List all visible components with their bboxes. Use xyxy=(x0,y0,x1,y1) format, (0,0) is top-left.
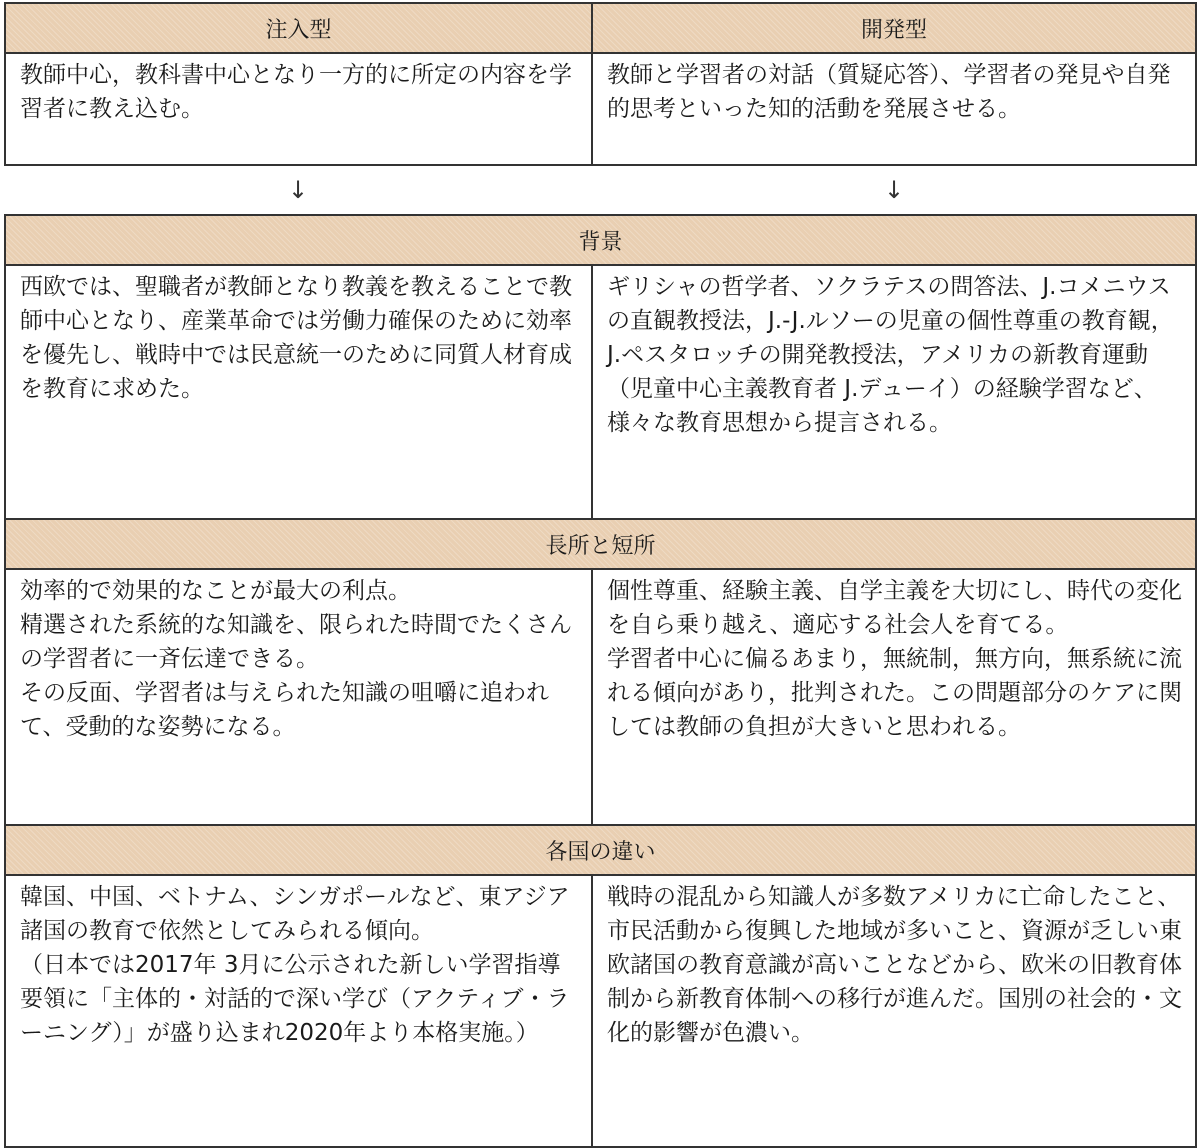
country-differences-development-text: 戦時の混乱から知識人が多数アメリカに亡命したこと、市民活動から復興した地域が多いこと、資源が乏しい東欧諸国の教育意識が高いことなどから、欧米の旧教育体制から新教育体制への移行が進んだ。国別の社会的・文化的影響が色濃い。 xyxy=(607,884,1182,1046)
pros-cons-development xyxy=(592,569,1196,825)
country-differences-development xyxy=(592,875,1196,1147)
pros-cons-injection-line-1: 効率的で効果的なことが最大の利点。 xyxy=(20,578,411,604)
pros-cons-development-line-1: 個性尊重、経験主義、自学主義を大切にし、時代の変化を自ら乗り越え、適応する社会人を育てる。 xyxy=(607,578,1182,638)
country-differences-injection-line-1: 韓国、中国、ベトナム、シンガポールなど、東アジア諸国の教育で依然としてみられる傾向。 xyxy=(20,884,570,944)
pros-cons-injection xyxy=(5,569,592,825)
definition-injection xyxy=(5,53,592,165)
down-arrow-right: ↓ xyxy=(884,176,905,204)
definition-development xyxy=(592,53,1196,165)
country-differences-injection xyxy=(5,875,592,1147)
country-differences-injection-line-2: （日本では2017年 3月に公示された新しい学習指導要領に「主体的・対話的で深い学び（アクティブ・ラーニング）」が盛り込まれ2020年より本格実施。） xyxy=(20,952,570,1046)
type-comparison-header-table xyxy=(4,2,1197,166)
background-development-text: ギリシャの哲学者、ソクラテスの問答法、J.コメニウスの直観教授法，J.-J.ルソーの児童の個性尊重の教育観，J.ペスタロッチの開発教授法，アメリカの新教育運動（児童中心主義教育者 J.デューイ）の経験学習など、様々な教育思想から提言される。 xyxy=(607,274,1174,436)
definition-development-text: 教師と学習者の対話（質疑応答）、学習者の発見や自発的思考といった知的活動を発展させる。 xyxy=(607,62,1171,122)
pros-cons-injection-line-3: その反面、学習者は与えられた知識の咀嚼に追われて、受動的な姿勢になる。 xyxy=(20,680,549,740)
background-injection-text: 西欧では、聖職者が教師となり教義を教えることで教師中心となり、産業革命では労働力確保のために効率を優先し、戦時中では民意統一のために同質人材育成を教育に求めた。 xyxy=(20,274,572,402)
section-header-pros-cons: 長所と短所 xyxy=(5,519,1196,569)
type-comparison-table xyxy=(4,214,1197,1148)
header-development-type: 開発型 xyxy=(592,3,1196,53)
definition-injection-text: 教師中心，教科書中心となり一方的に所定の内容を学習者に教え込む。 xyxy=(20,62,572,122)
section-header-country-differences: 各国の違い xyxy=(5,825,1196,875)
pros-cons-injection-line-2: 精選された系統的な知識を、限られた時間でたくさんの学習者に一斉伝達できる。 xyxy=(20,612,572,672)
background-injection xyxy=(5,265,592,519)
down-arrow-left: ↓ xyxy=(288,176,309,204)
pros-cons-development-line-2: 学習者中心に偏るあまり，無統制，無方向，無系統に流れる傾向があり，批判された。この問題部分のケアに関しては教師の負担が大きいと思われる。 xyxy=(607,646,1182,740)
section-header-background: 背景 xyxy=(5,215,1196,265)
background-development xyxy=(592,265,1196,519)
header-injection-type: 注入型 xyxy=(5,3,592,53)
